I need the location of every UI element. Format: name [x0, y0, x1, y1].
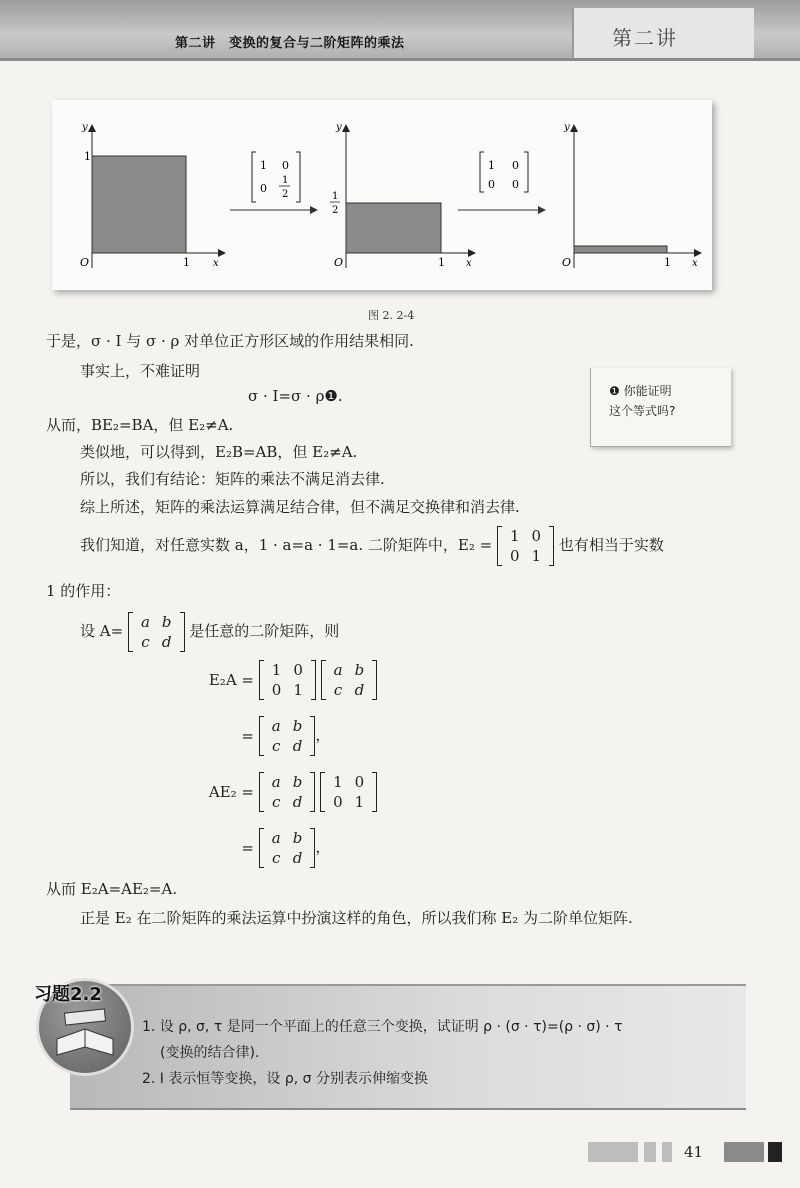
- p1-origin: O: [80, 256, 90, 269]
- comma: ，: [315, 838, 331, 856]
- panel-2: [330, 122, 476, 269]
- footer-bar: [588, 1142, 638, 1162]
- eq-ae2-lhs: AE₂ =: [208, 783, 254, 801]
- footer-bar: [768, 1142, 782, 1162]
- p1-x-axis: x: [213, 258, 219, 269]
- cell: c: [333, 681, 343, 699]
- cell: d: [354, 681, 365, 699]
- cell: d: [161, 633, 172, 651]
- footer-bar: [662, 1142, 672, 1162]
- margin-note-line-1: ❶ 你能证明: [609, 384, 672, 398]
- cell: 0: [293, 661, 303, 679]
- p2-y-tick-den: 2: [332, 205, 339, 216]
- panel-3: [562, 122, 702, 269]
- cell: c: [272, 737, 281, 755]
- m1-r1c1: 1: [260, 159, 267, 172]
- cell: 0: [510, 547, 520, 565]
- text-line-7b: 也有相当于实数: [558, 536, 664, 554]
- panel-1: [80, 122, 226, 269]
- p3-origin: O: [562, 256, 572, 269]
- cell: 1: [333, 773, 343, 791]
- cell: 1: [271, 661, 282, 679]
- degenerate-strip: [574, 246, 667, 253]
- eq-sign: =: [241, 727, 254, 745]
- p1-y-axis: y: [82, 122, 88, 133]
- text-line-5: 所以，我们有结论：矩阵的乘法不满足消去律.: [80, 470, 385, 488]
- half-rectangle: [346, 203, 441, 253]
- footer-bar: [644, 1142, 656, 1162]
- header-title: 第二讲 变换的复合与二阶矩阵的乘法: [175, 36, 405, 51]
- p2-y-axis: y: [336, 122, 342, 133]
- m2-r2c2: 0: [512, 178, 519, 191]
- matrix-2: [458, 152, 546, 214]
- cell: 0: [354, 773, 365, 791]
- p3-x-tick: 1: [664, 256, 671, 269]
- eq-sign: =: [241, 839, 254, 857]
- margin-note-line-2: 这个等式吗?: [609, 404, 676, 418]
- general-matrix: [259, 772, 316, 812]
- cell: a: [271, 829, 281, 847]
- cell: a: [140, 613, 150, 631]
- cell: d: [292, 849, 303, 867]
- equation-e2a-result: [192, 716, 330, 756]
- text-line-9: [80, 612, 339, 652]
- matrix-1: [230, 152, 318, 214]
- m2-r2c1: 0: [488, 178, 495, 191]
- cell: b: [354, 661, 365, 679]
- text-line-10: 从而 E₂A=AE₂=A.: [46, 880, 178, 898]
- cell: a: [271, 773, 281, 791]
- transformation-figure: [52, 100, 712, 290]
- exercise-section: [30, 972, 746, 1112]
- cell: 1: [354, 793, 365, 811]
- figure-caption: 图 2. 2-4: [368, 309, 415, 322]
- m1-r2c2-den: 2: [282, 189, 289, 200]
- exercise-title: 习题2.2: [34, 984, 102, 1005]
- text-line-8: 1 的作用：: [46, 582, 121, 600]
- cell: d: [292, 737, 303, 755]
- text-line-11: 正是 E₂ 在二阶矩阵的乘法运算中扮演这样的角色，所以我们称 E₂ 为二阶单位矩阵.: [80, 909, 633, 927]
- m2-r1c1: 1: [488, 159, 495, 172]
- cell: b: [292, 773, 303, 791]
- exercise-item-1a: 1. 设 ρ, σ, τ 是同一个平面上的任意三个变换，试证明 ρ · (σ · τ)=(ρ · σ) · τ: [142, 1019, 623, 1035]
- cell: a: [271, 717, 281, 735]
- m1-r2c1: 0: [260, 182, 267, 195]
- text-line-6: 综上所述，矩阵的乘法运算满足结合律，但不满足交换律和消去律.: [80, 498, 520, 516]
- p1-x-tick: 1: [183, 256, 190, 269]
- text-line-1: 于是，σ · I 与 σ · ρ 对单位正方形区域的作用结果相同.: [46, 332, 414, 350]
- unit-square: [92, 156, 186, 253]
- m1-r2c2-num: 1: [282, 175, 289, 186]
- figure-panel: [52, 100, 712, 290]
- identity-matrix: [320, 772, 377, 812]
- general-matrix: [321, 660, 378, 700]
- equation-ae2: [192, 772, 377, 812]
- cell: 1: [293, 681, 303, 699]
- cell: c: [141, 633, 150, 651]
- p3-x-axis: x: [692, 258, 698, 269]
- text-line-7a: 我们知道，对任意实数 a，1 · a=a · 1=a. 二阶矩阵中，E₂ =: [80, 536, 493, 554]
- p3-y-axis: y: [564, 122, 570, 133]
- text-line-9b: 是任意的二阶矩阵，则: [189, 622, 340, 640]
- p2-y-tick-num: 1: [332, 191, 339, 202]
- text-line-7: [80, 526, 664, 566]
- cell: b: [292, 829, 303, 847]
- text-line-3: 从而，BE₂=BA，但 E₂≠A.: [46, 416, 234, 434]
- matrix-a-inline: [128, 612, 185, 652]
- p2-x-tick: 1: [438, 256, 445, 269]
- page-number: 41: [684, 1143, 704, 1161]
- page-header: [0, 0, 800, 62]
- text-line-4: 类似地，可以得到，E₂B=AB，但 E₂≠A.: [80, 443, 358, 461]
- cell: 1: [510, 527, 520, 545]
- cell: c: [272, 793, 281, 811]
- equation-e2a: [192, 660, 377, 700]
- cell: b: [161, 613, 172, 631]
- general-matrix: [259, 716, 316, 756]
- p2-origin: O: [334, 256, 344, 269]
- p1-y-tick: 1: [84, 150, 91, 163]
- equation-ae2-result: [192, 828, 330, 868]
- equation-1: σ · I=σ · ρ❶.: [248, 387, 343, 405]
- footer-bar: [724, 1142, 764, 1162]
- identity-matrix: [259, 660, 316, 700]
- comma: ，: [315, 726, 331, 744]
- cell: c: [272, 849, 281, 867]
- cell: a: [333, 661, 343, 679]
- exercise-item-1b: (变换的结合律).: [160, 1045, 260, 1061]
- m1-r1c2: 0: [282, 159, 289, 172]
- text-line-2: 事实上，不难证明: [80, 362, 201, 380]
- text-line-9a: 设 A=: [80, 622, 124, 640]
- identity-matrix-inline: [497, 526, 554, 566]
- cell: 0: [333, 793, 343, 811]
- cell: b: [292, 717, 303, 735]
- eq-e2a-lhs: E₂A =: [208, 671, 254, 689]
- margin-note: [590, 368, 731, 447]
- cell: 1: [531, 547, 542, 565]
- cell: 0: [531, 527, 542, 545]
- exercise-item-2: 2. I 表示恒等变换，设 ρ, σ 分别表示伸缩变换: [142, 1071, 428, 1087]
- m2-r1c2: 0: [512, 159, 519, 172]
- general-matrix: [259, 828, 316, 868]
- chapter-label: 第二讲: [612, 26, 678, 50]
- p2-x-axis: x: [466, 258, 472, 269]
- cell: 0: [271, 681, 282, 699]
- cell: d: [292, 793, 303, 811]
